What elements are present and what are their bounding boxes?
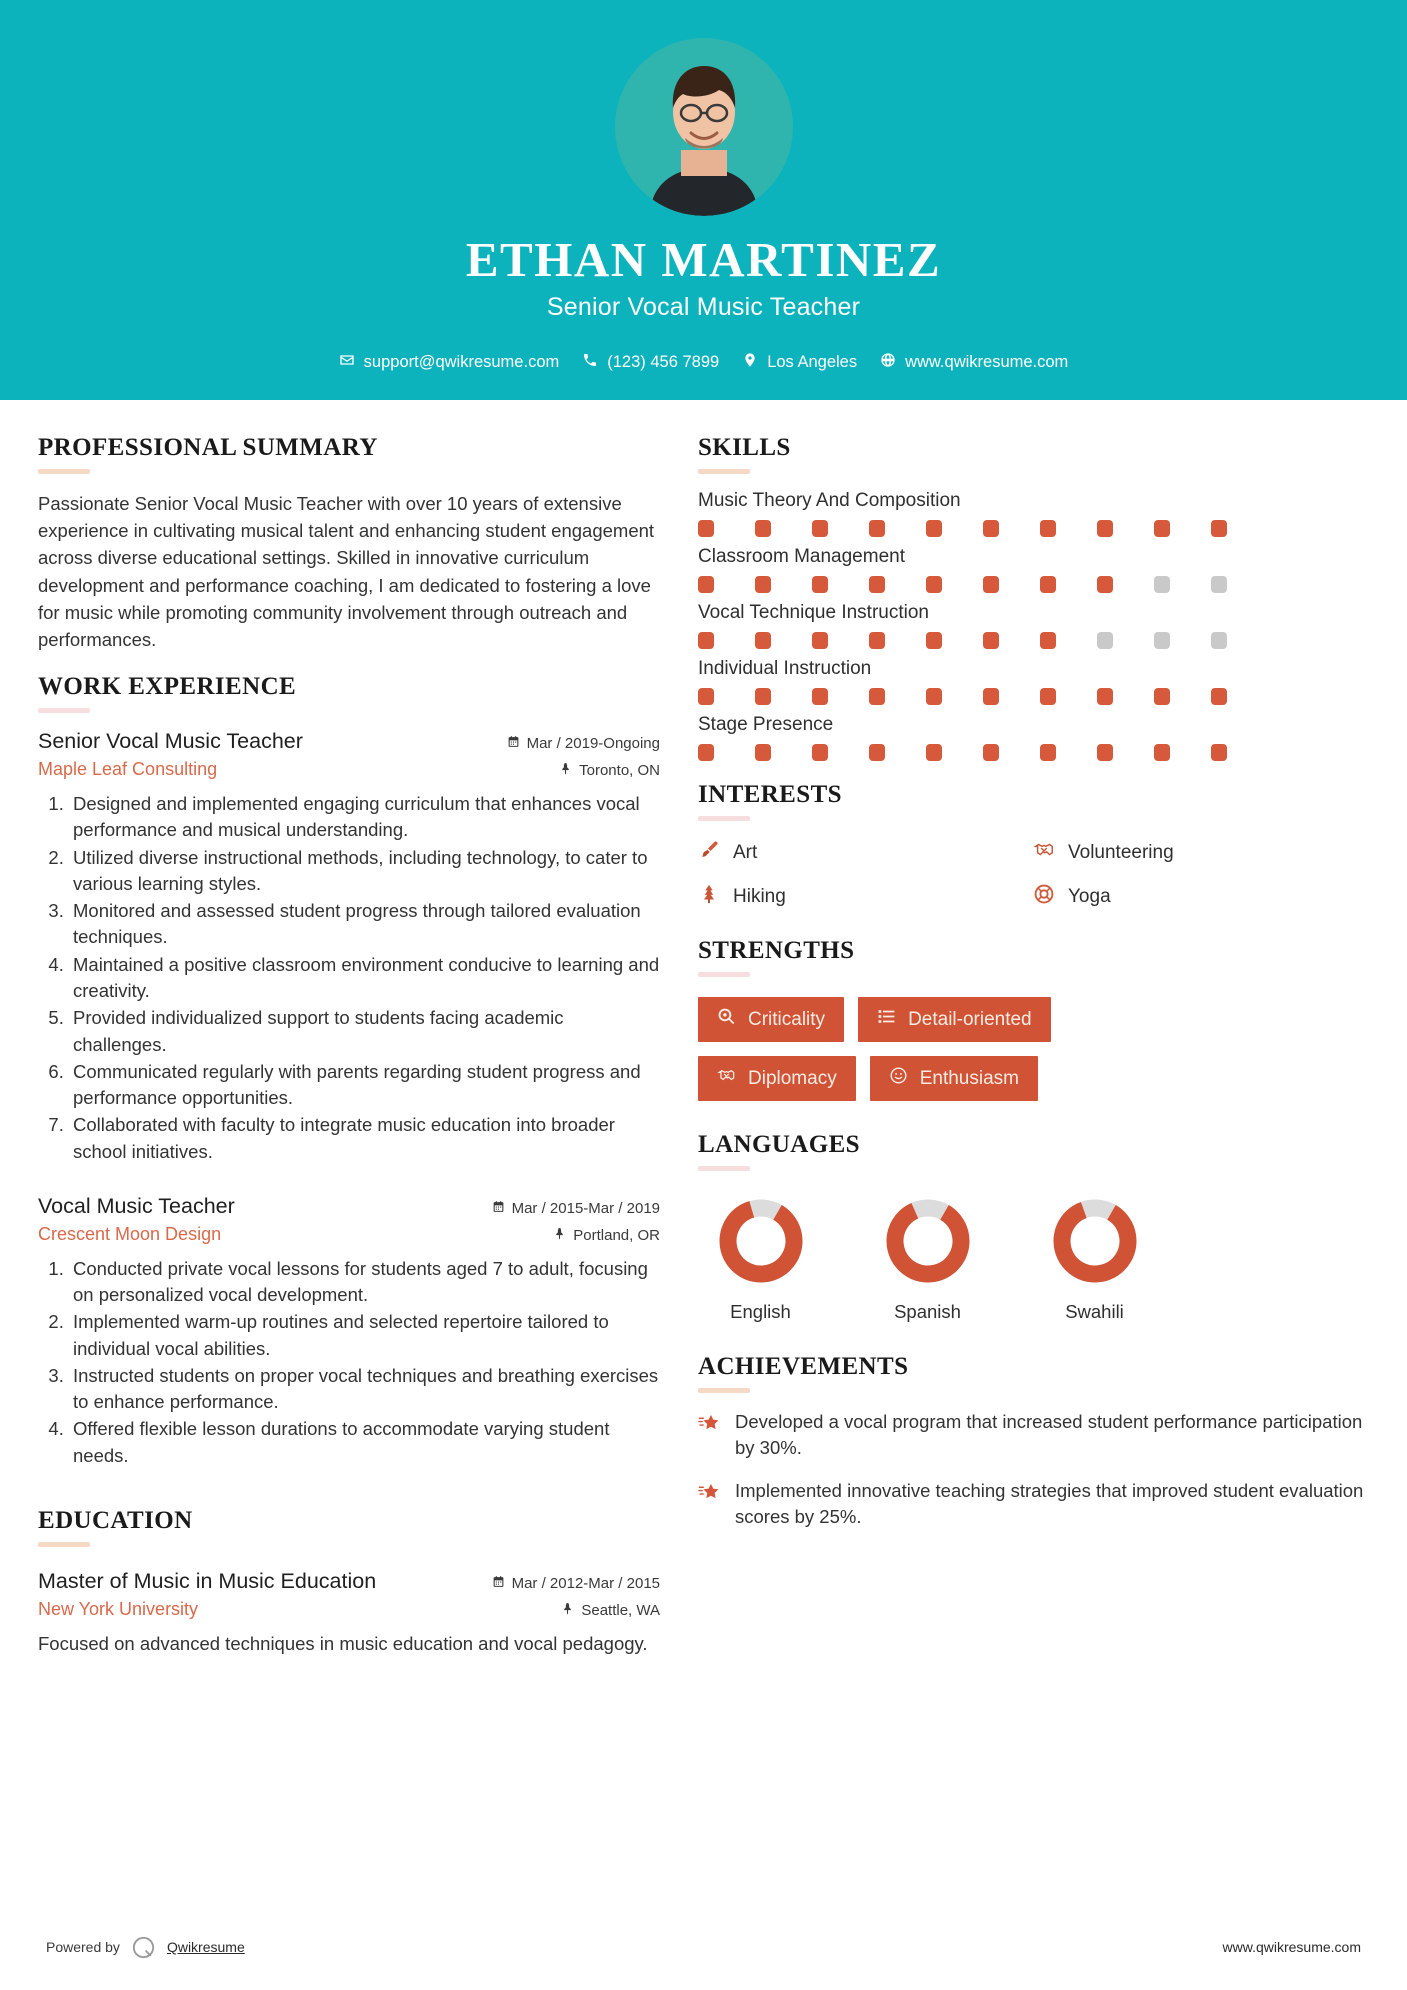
education-location-text: Seattle, WA: [581, 1601, 660, 1619]
skill-rating-dot: [1211, 520, 1227, 537]
achievement-text: Implemented innovative teaching strategies that improved student evaluation scores by 25%.: [735, 1479, 1364, 1527]
skill-rating-dot: [1097, 744, 1113, 761]
section-heading: SKILLS: [698, 434, 791, 461]
skill-rating-dot: [1097, 688, 1113, 705]
language-donut: [880, 1193, 976, 1289]
achievement-item: [698, 1409, 1368, 1462]
skill-rating-dot: [1211, 688, 1227, 705]
education-entry: [38, 1569, 660, 1657]
skill-rating-dot: [698, 632, 714, 649]
language-item: [865, 1193, 990, 1323]
contact-bar: [0, 352, 1407, 373]
experience-location: [559, 762, 660, 779]
star-icon: [698, 1409, 721, 1462]
skill-rating-dot: [812, 520, 828, 537]
section-heading: WORK EXPERIENCE: [38, 673, 297, 701]
section-rule: [38, 708, 90, 713]
education-date-text: Mar / 2012-Mar / 2015: [511, 1574, 660, 1592]
section-strengths: [698, 937, 1368, 1101]
paintbrush-icon: [698, 839, 720, 867]
skill-rating-dot: [869, 632, 885, 649]
skill-label: Classroom Management: [698, 546, 905, 567]
section-heading: EDUCATION: [38, 1506, 193, 1534]
resume-body: [0, 400, 1407, 1677]
section-heading: INTERESTS: [698, 781, 842, 808]
contact-website[interactable]: [875, 352, 1073, 373]
interest-label: Art: [733, 842, 758, 863]
section-heading: STRENGTHS: [698, 937, 855, 964]
skill-rating-dot: [1154, 744, 1170, 761]
interest-item-hiking: [698, 883, 1033, 911]
list-item: 4. Maintained a positive classroom environment conducive to learning and creativity.: [69, 952, 660, 1005]
resume-header: [0, 0, 1407, 400]
strength-chip-enthusiasm[interactable]: [870, 1056, 1038, 1101]
contact-email-text: support@qwikresume.com: [363, 353, 560, 372]
section-skills: [698, 434, 1368, 761]
strength-chip-detail-oriented[interactable]: [858, 997, 1051, 1042]
footer-brand-link[interactable]: Qwikresume: [166, 1939, 245, 1955]
skill-rating-dot: [869, 688, 885, 705]
skill-rating-dot: [1211, 632, 1227, 649]
contact-location-text: Los Angeles: [767, 353, 858, 372]
list-item: 4. Offered flexible lesson durations to accommodate varying student needs.: [69, 1416, 660, 1469]
experience-location-text: Toronto, ON: [579, 762, 660, 780]
skill-rating-dot: [983, 688, 999, 705]
globe-icon: [880, 352, 896, 373]
skill-rating-dot: [1211, 744, 1227, 761]
experience-date: [492, 1200, 660, 1217]
list-item: 5. Provided individualized support to students facing academic challenges.: [69, 1005, 660, 1058]
skill-rating: [698, 632, 1368, 649]
list-item: 7. Collaborated with faculty to integrate music education into broader school initiatives.: [69, 1112, 660, 1165]
experience-entry: [38, 1194, 660, 1469]
experience-bullets: [38, 791, 660, 1165]
list-item: 1. Designed and implemented engaging curriculum that enhances vocal performance and musical understanding.: [69, 791, 660, 844]
skill-rating-dot: [926, 688, 942, 705]
skill-rating-dot: [1154, 632, 1170, 649]
list-item: 6. Communicated regularly with parents regarding student progress and performance opportunities.: [69, 1059, 660, 1112]
skill-item: [698, 490, 1368, 537]
contact-email[interactable]: [334, 352, 565, 373]
skill-rating-dot: [1097, 520, 1113, 537]
handshake-icon: [1033, 839, 1055, 867]
skill-rating-dot: [983, 632, 999, 649]
skill-rating-dot: [1154, 520, 1170, 537]
skill-rating-dot: [812, 576, 828, 593]
map-pin-icon: [742, 352, 758, 373]
skill-rating-dot: [755, 744, 771, 761]
smiley-icon: [889, 1066, 908, 1091]
experience-location: [553, 1227, 660, 1244]
skill-item: [698, 658, 1368, 705]
powered-by-label: Powered by: [46, 1939, 120, 1955]
interest-label: Volunteering: [1068, 842, 1174, 863]
footer-branding: [46, 1935, 245, 1960]
list-item: 3. Instructed students on proper vocal techniques and breathing exercises to enhance performance.: [69, 1363, 660, 1416]
skill-rating-dot: [1154, 688, 1170, 705]
envelope-icon: [339, 352, 355, 373]
skill-label: Individual Instruction: [698, 658, 872, 679]
language-item: [698, 1193, 823, 1323]
contact-phone-text: (123) 456 7899: [607, 353, 720, 372]
lifebuoy-icon: [1033, 883, 1055, 911]
interest-item-yoga: [1033, 883, 1368, 911]
section-rule: [698, 1166, 750, 1171]
calendar-icon: [507, 735, 520, 752]
section-heading: ACHIEVEMENTS: [698, 1353, 909, 1380]
skill-rating-dot: [1040, 632, 1056, 649]
pin-icon: [559, 762, 572, 779]
experience-entry: [38, 729, 660, 1165]
section-rule: [698, 469, 750, 474]
skill-label: Music Theory And Composition: [698, 490, 961, 511]
skill-rating-dot: [1097, 632, 1113, 649]
qwikresume-logo-icon: [131, 1935, 156, 1960]
skill-rating-dot: [926, 576, 942, 593]
skill-rating-dot: [1040, 688, 1056, 705]
strength-chip-diplomacy[interactable]: [698, 1056, 856, 1101]
section-rule: [698, 972, 750, 977]
strengths-list: [698, 997, 1138, 1101]
skill-rating-dot: [755, 520, 771, 537]
left-column: [38, 434, 660, 1677]
achievement-item: [698, 1478, 1368, 1531]
list-item: 2. Implemented warm-up routines and selected repertoire tailored to individual vocal abilities.: [69, 1309, 660, 1362]
calendar-icon: [492, 1200, 505, 1217]
list-icon: [877, 1007, 896, 1032]
skill-rating-dot: [1097, 576, 1113, 593]
language-donut: [713, 1193, 809, 1289]
footer-url[interactable]: www.qwikresume.com: [1222, 1939, 1361, 1955]
skill-rating-dot: [1154, 576, 1170, 593]
skill-rating-dot: [926, 520, 942, 537]
skill-rating-dot: [755, 576, 771, 593]
interest-label: Yoga: [1068, 886, 1111, 907]
section-heading: LANGUAGES: [698, 1131, 860, 1158]
pin-icon: [553, 1227, 566, 1244]
contact-website-text: www.qwikresume.com: [905, 353, 1069, 372]
skill-item: [698, 714, 1368, 761]
contact-location[interactable]: [737, 352, 862, 373]
skill-rating-dot: [755, 632, 771, 649]
skill-rating-dot: [926, 632, 942, 649]
skill-rating-dot: [812, 632, 828, 649]
strength-label: Detail-oriented: [908, 1008, 1032, 1030]
section-rule: [38, 1542, 90, 1547]
experience-date-text: Mar / 2019-Ongoing: [526, 735, 660, 753]
achievement-text: Developed a vocal program that increased student performance participation by 30%.: [735, 1411, 1363, 1459]
skill-rating: [698, 520, 1368, 537]
interest-item-art: [698, 839, 1033, 867]
interest-item-volunteering: [1033, 839, 1368, 867]
education-school: New York University: [38, 1598, 199, 1619]
section-achievements: [698, 1353, 1368, 1530]
section-professional-summary: [38, 434, 660, 653]
skill-rating: [698, 576, 1368, 593]
experience-organization: Maple Leaf Consulting: [38, 759, 218, 780]
experience-title: Senior Vocal Music Teacher: [38, 729, 303, 754]
skill-rating-dot: [812, 744, 828, 761]
language-label: Spanish: [894, 1301, 961, 1322]
page-title: ETHAN MARTINEZ: [465, 232, 942, 287]
experience-date-text: Mar / 2015-Mar / 2019: [511, 1199, 660, 1217]
handshake-icon: [717, 1066, 736, 1091]
skill-rating-dot: [698, 688, 714, 705]
education-location: [561, 1602, 660, 1619]
section-interests: [698, 781, 1368, 911]
achievements-list: [698, 1409, 1368, 1530]
list-item: 3. Monitored and assessed student progress through tailored evaluation techniques.: [69, 898, 660, 951]
experience-location-text: Portland, OR: [573, 1226, 660, 1244]
skill-rating-dot: [926, 744, 942, 761]
experience-date: [507, 735, 660, 752]
skill-label: Stage Presence: [698, 714, 834, 735]
skill-rating-dot: [755, 688, 771, 705]
skill-rating-dot: [869, 744, 885, 761]
skill-rating-dot: [983, 576, 999, 593]
job-title: Senior Vocal Music Teacher: [546, 293, 861, 322]
skill-rating-dot: [698, 576, 714, 593]
skill-rating-dot: [869, 576, 885, 593]
list-item: 1. Conducted private vocal lessons for students aged 7 to adult, focusing on personalized vocal development.: [69, 1256, 660, 1309]
language-label: English: [730, 1301, 791, 1322]
right-column: [698, 434, 1368, 1677]
section-work-experience: [38, 673, 660, 1469]
magnifier-icon: [717, 1007, 736, 1032]
star-icon: [698, 1478, 721, 1531]
skill-rating: [698, 688, 1368, 705]
experience-bullets: [38, 1256, 660, 1469]
skill-rating-dot: [1040, 520, 1056, 537]
list-item: 2. Utilized diverse instructional methods, including technology, to cater to various learning styles.: [69, 845, 660, 898]
section-heading: PROFESSIONAL SUMMARY: [38, 434, 378, 461]
strength-label: Criticality: [748, 1008, 826, 1030]
tree-icon: [698, 883, 720, 911]
section-languages: [698, 1131, 1368, 1323]
language-label: Swahili: [1065, 1301, 1124, 1322]
skills-list: [698, 490, 1368, 761]
skill-item: [698, 546, 1368, 593]
interest-label: Hiking: [733, 886, 786, 907]
skill-rating: [698, 744, 1368, 761]
experience-title: Vocal Music Teacher: [38, 1193, 235, 1218]
skill-label: Vocal Technique Instruction: [698, 602, 929, 623]
phone-icon: [582, 352, 598, 373]
section-rule: [698, 816, 750, 821]
language-donut: [1047, 1193, 1143, 1289]
section-rule: [698, 1388, 750, 1393]
skill-rating-dot: [1211, 576, 1227, 593]
education-degree: Master of Music in Music Education: [38, 1568, 377, 1593]
skill-rating-dot: [812, 688, 828, 705]
skill-rating-dot: [983, 744, 999, 761]
education-description: Focused on advanced techniques in music education and vocal pedagogy.: [38, 1632, 648, 1654]
strength-label: Enthusiasm: [919, 1067, 1019, 1089]
skill-rating-dot: [983, 520, 999, 537]
page-footer: [0, 1904, 1407, 1990]
skill-rating-dot: [698, 744, 714, 761]
summary-text: Passionate Senior Vocal Music Teacher with over 10 years of extensive experience in cultivating musical talent and enhancing student engagement across diverse educational settings. Skilled in innovative curriculum development and performance coaching, I am dedicated to fostering a love for music while promoting community involvement through outreach and performances.: [38, 493, 655, 650]
pin-icon: [561, 1602, 574, 1619]
strength-chip-criticality[interactable]: [698, 997, 844, 1042]
section-rule: [38, 469, 90, 474]
skill-rating-dot: [1040, 576, 1056, 593]
skill-rating-dot: [1040, 744, 1056, 761]
languages-list: [698, 1193, 1368, 1323]
skill-item: [698, 602, 1368, 649]
experience-organization: Crescent Moon Design: [38, 1223, 222, 1244]
calendar-icon: [492, 1575, 505, 1592]
section-education: [38, 1507, 660, 1657]
language-item: [1032, 1193, 1157, 1323]
avatar: [615, 38, 793, 216]
skill-rating-dot: [869, 520, 885, 537]
education-date: [492, 1575, 660, 1592]
skill-rating-dot: [698, 520, 714, 537]
strength-label: Diplomacy: [748, 1067, 837, 1089]
contact-phone[interactable]: [577, 352, 724, 373]
interests-grid: [698, 839, 1368, 911]
